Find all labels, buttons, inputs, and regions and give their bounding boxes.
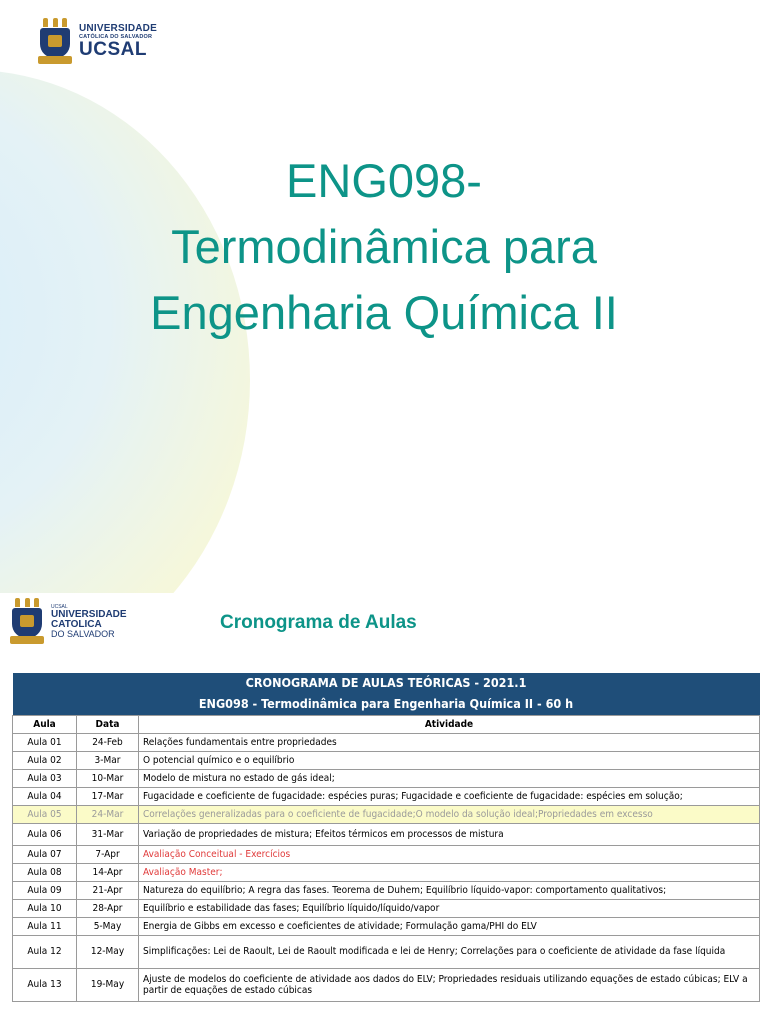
schedule-slide — [0, 593, 768, 1024]
table-header-subtitle: ENG098 - Termodinâmica para Engenharia Química II - 60 h — [13, 694, 760, 716]
cell-aula: Aula 03 — [13, 770, 77, 788]
cell-data: 17-Mar — [77, 788, 139, 806]
cell-data: 10-Mar — [77, 770, 139, 788]
cell-aula: Aula 08 — [13, 864, 77, 882]
cell-aula: Aula 09 — [13, 882, 77, 900]
table-row — [13, 882, 760, 900]
cell-data: 19-May — [77, 969, 139, 1002]
title-line-3: Engenharia Química II — [150, 285, 618, 339]
cell-data: 21-Apr — [77, 882, 139, 900]
cell-data: 24-Feb — [77, 734, 139, 752]
cell-data: 5-May — [77, 918, 139, 936]
table-row — [13, 846, 760, 864]
ucsal-logo — [38, 18, 157, 66]
cell-atividade: Variação de propriedades de mistura; Efeitos térmicos em processos de mistura — [139, 824, 760, 846]
schedule-title: Cronograma de Aulas — [220, 612, 417, 633]
crest-icon — [38, 18, 72, 66]
column-header-atividade: Atividade — [139, 716, 760, 734]
cell-atividade: Avaliação Master; — [139, 864, 760, 882]
cell-aula: Aula 04 — [13, 788, 77, 806]
slide-title — [0, 148, 768, 345]
cell-atividade: Energia de Gibbs em excesso e coeficientes de atividade; Formulação gama/PHI do ELV — [139, 918, 760, 936]
cell-data: 24-Mar — [77, 806, 139, 824]
logo-brand: UCSAL — [79, 39, 147, 61]
table-row — [13, 824, 760, 846]
cell-aula: Aula 02 — [13, 752, 77, 770]
cell-aula: Aula 11 — [13, 918, 77, 936]
cell-atividade: Simplificações: Lei de Raoult, Lei de Raoult modificada e lei de Henry; Correlações para o coeficiente de atividade da fase líquida — [139, 936, 760, 969]
cell-atividade: Modelo de mistura no estado de gás ideal; — [139, 770, 760, 788]
table-row — [13, 936, 760, 969]
schedule-table — [12, 673, 760, 1002]
table-row — [13, 900, 760, 918]
cell-data: 14-Apr — [77, 864, 139, 882]
cell-data: 28-Apr — [77, 900, 139, 918]
cell-data: 3-Mar — [77, 752, 139, 770]
table-row — [13, 918, 760, 936]
table-row — [13, 969, 760, 1002]
cell-atividade: Avaliação Conceitual - Exercícios — [139, 846, 760, 864]
cell-atividade: Fugacidade e coeficiente de fugacidade: espécies puras; Fugacidade e coeficiente de fugacidade: espécies em solução; — [139, 788, 760, 806]
cell-atividade: Ajuste de modelos do coeficiente de atividade aos dados do ELV; Propriedades residuais utilizando equações de estado cúbicas; ELV a partir de equações de estado cúbicas — [139, 969, 760, 1002]
cell-aula: Aula 07 — [13, 846, 77, 864]
table-row — [13, 734, 760, 752]
cell-data: 7-Apr — [77, 846, 139, 864]
crest-icon — [10, 598, 44, 646]
ucsal-logo-small — [10, 598, 127, 646]
logo-small-line-0: UCSAL — [51, 603, 68, 610]
logo-small-line-3: DO SALVADOR — [51, 629, 115, 640]
cell-aula: Aula 12 — [13, 936, 77, 969]
cell-aula: Aula 06 — [13, 824, 77, 846]
table-row — [13, 788, 760, 806]
cell-aula: Aula 10 — [13, 900, 77, 918]
cell-atividade: Equilíbrio e estabilidade das fases; Equilíbrio líquido/líquido/vapor — [139, 900, 760, 918]
cell-data: 31-Mar — [77, 824, 139, 846]
column-header-data: Data — [77, 716, 139, 734]
table-row — [13, 752, 760, 770]
logo-line-1: UNIVERSIDADE — [79, 23, 157, 35]
cell-aula: Aula 01 — [13, 734, 77, 752]
cell-data: 12-May — [77, 936, 139, 969]
cell-atividade: Natureza do equilíbrio; A regra das fases. Teorema de Duhem; Equilíbrio líquido-vapor: comportamento qualitativos; — [139, 882, 760, 900]
table-row — [13, 864, 760, 882]
logo-line-2: CATÓLICA DO SALVADOR — [79, 33, 153, 40]
table-column-headers — [13, 716, 760, 734]
table-row — [13, 770, 760, 788]
logo-small-line-2: CATOLICA — [51, 618, 102, 630]
title-line-2: Termodinâmica para — [171, 219, 597, 273]
column-header-aula: Aula — [13, 716, 77, 734]
logo-small-line-1: UNIVERSIDADE — [51, 608, 127, 620]
cell-aula: Aula 05 — [13, 806, 77, 824]
cell-atividade: Relações fundamentais entre propriedades — [139, 734, 760, 752]
cell-atividade: Correlações generalizadas para o coeficiente de fugacidade;O modelo da solução ideal;Propriedades em excesso — [139, 806, 760, 824]
table-row-highlighted — [13, 806, 760, 824]
table-header-title: CRONOGRAMA DE AULAS TEÓRICAS - 2021.1 — [13, 673, 760, 694]
title-line-1: ENG098- — [286, 154, 482, 207]
cell-atividade: O potencial químico e o equilíbrio — [139, 752, 760, 770]
cell-aula: Aula 13 — [13, 969, 77, 1002]
